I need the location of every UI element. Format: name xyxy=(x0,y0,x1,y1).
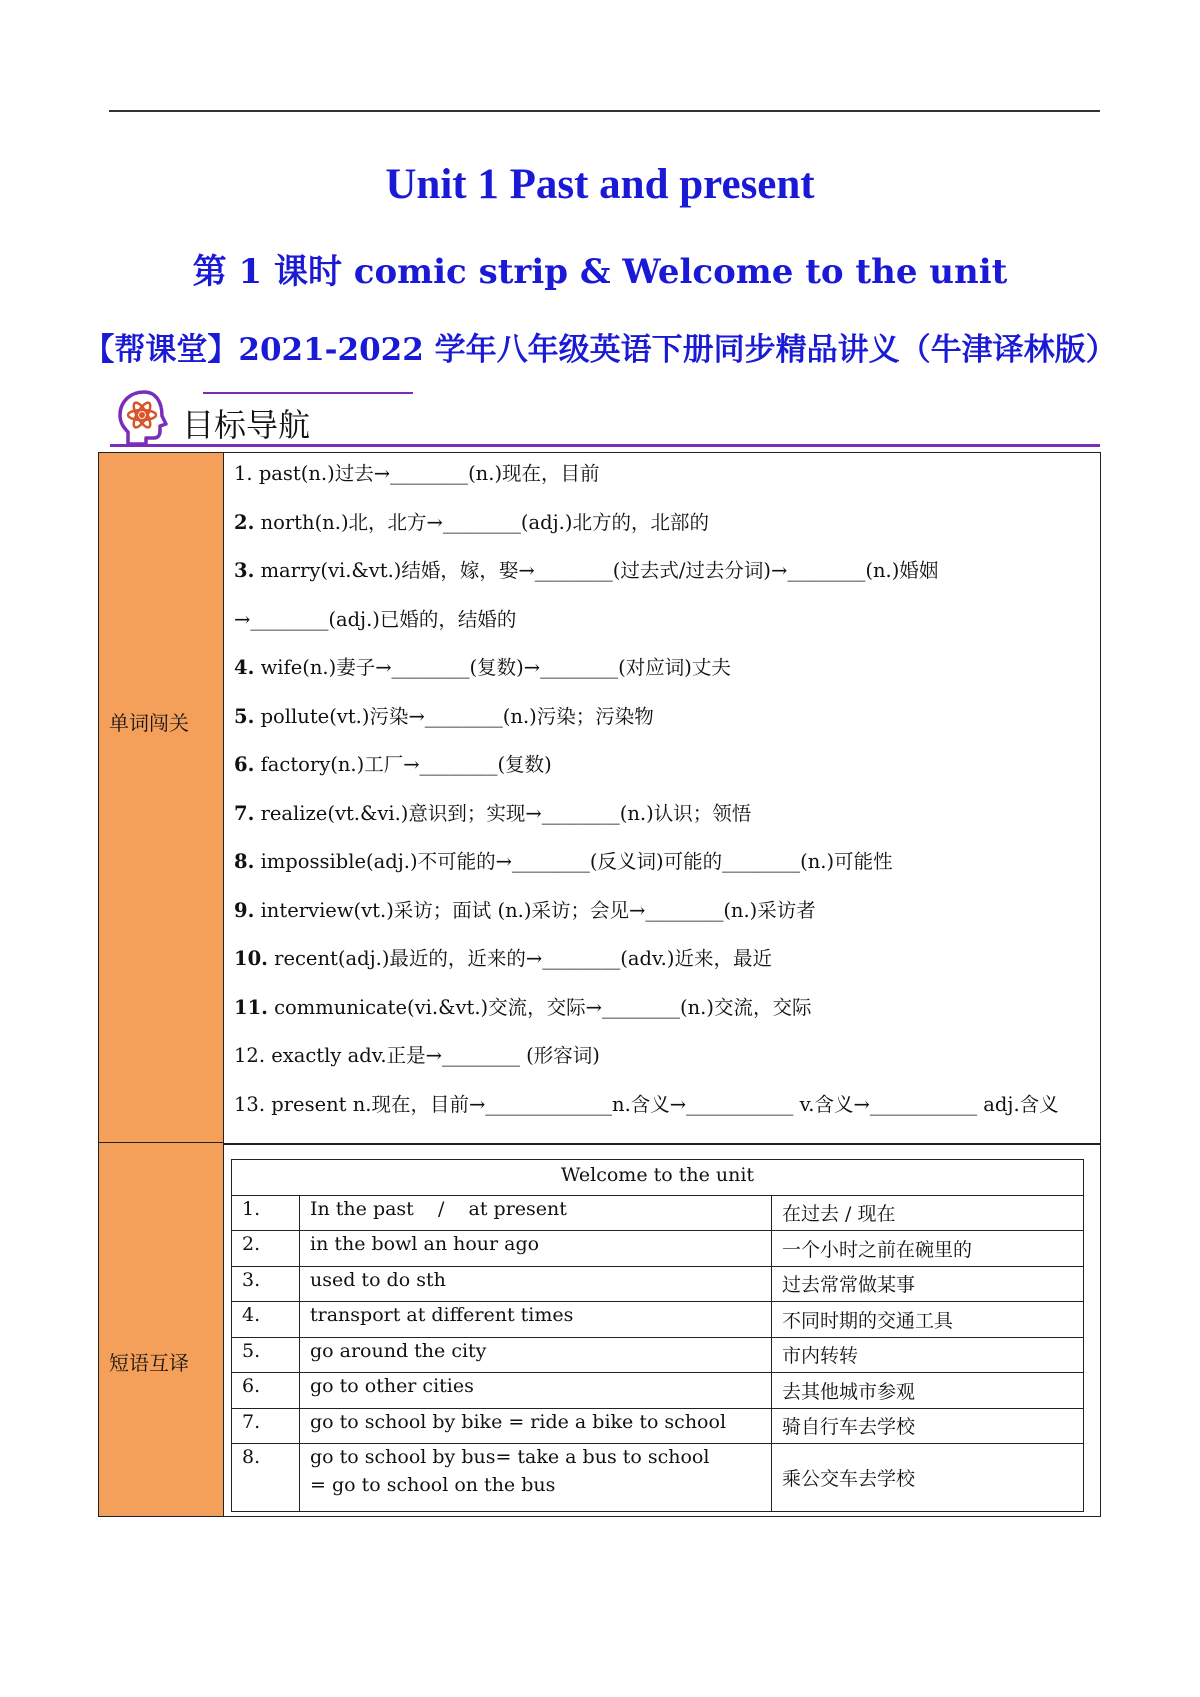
phrase-side-label xyxy=(99,1143,224,1516)
phrase-table xyxy=(231,1159,1084,1512)
row-english: go around the city xyxy=(300,1337,772,1373)
vocab-num: 5. xyxy=(234,704,255,728)
vocab-item xyxy=(234,702,1094,751)
table-row xyxy=(232,1231,1084,1267)
vocab-item xyxy=(234,556,1094,605)
vocab-text: recent(adj.)最近的，近来的→________(adv.)近来，最近 xyxy=(274,947,772,970)
top-rule xyxy=(109,110,1100,112)
vocab-list xyxy=(234,459,1094,1138)
vocab-text: present n.现在，目前→_____________n.含义→___________ v.含义→___________ adj.含义 xyxy=(271,1092,1059,1116)
row-num: 6. xyxy=(232,1373,300,1409)
row-chinese: 过去常常做某事 xyxy=(772,1266,1084,1302)
section-title: 目标导航 xyxy=(182,406,311,444)
row-english-line: = go to school on the bus xyxy=(310,1474,556,1496)
vocab-item xyxy=(234,1041,1094,1090)
lesson-subtitle: 第 1 课时 comic strip & Welcome to the unit xyxy=(192,252,1008,292)
row-chinese: 在过去 / 现在 xyxy=(772,1195,1084,1231)
row-chinese: 去其他城市参观 xyxy=(772,1373,1084,1409)
row-chinese: 骑自行车去学校 xyxy=(772,1408,1084,1444)
table-row xyxy=(232,1337,1084,1373)
vocab-item xyxy=(234,508,1094,557)
vocab-num: 8. xyxy=(234,850,255,873)
vocab-item xyxy=(234,1090,1094,1139)
vocab-num: 10. xyxy=(234,947,268,970)
row-num: 4. xyxy=(232,1302,300,1338)
vocab-num: 7. xyxy=(234,801,255,825)
vocab-item xyxy=(234,799,1094,848)
table-header-row xyxy=(232,1160,1084,1196)
row-english xyxy=(300,1444,772,1512)
vocab-item xyxy=(234,993,1094,1042)
row-chinese: 一个小时之前在碗里的 xyxy=(772,1231,1084,1267)
section-rule xyxy=(110,444,1100,447)
vocab-num: 2. xyxy=(234,510,255,534)
section-header xyxy=(110,382,1100,450)
table-row xyxy=(232,1444,1084,1512)
row-english: transport at different times xyxy=(300,1302,772,1338)
table-row xyxy=(232,1302,1084,1338)
row-english: go to other cities xyxy=(300,1373,772,1409)
vocab-item xyxy=(234,605,1094,654)
vocab-item xyxy=(234,896,1094,945)
row-english: used to do sth xyxy=(300,1266,772,1302)
vocab-text: north(n.)北，北方→________(adj.)北方的，北部的 xyxy=(260,510,709,534)
vocab-num: 3. xyxy=(234,559,255,582)
vocab-side-label xyxy=(99,453,224,1143)
brain-atom-icon xyxy=(114,388,174,448)
series-title: 【帮课堂】2021-2022 学年八年级英语下册同步精品讲义（牛津译林版） xyxy=(83,332,1117,368)
vocab-num: 6. xyxy=(234,753,255,776)
vocab-text: interview(vt.)采访；面试 (n.)采访；会见→________(n.)采访者 xyxy=(260,898,816,922)
row-english: In the past / at present xyxy=(300,1195,772,1231)
vocab-num: 12. xyxy=(234,1044,266,1067)
vocab-num: 11. xyxy=(234,995,268,1019)
row-num: 5. xyxy=(232,1337,300,1373)
vocab-text: realize(vt.&vi.)意识到；实现→________(n.)认识；领悟 xyxy=(260,801,752,825)
vocab-item xyxy=(234,750,1094,799)
vocab-text: communicate(vi.&vt.)交流，交际→________(n.)交流，交际 xyxy=(274,995,812,1019)
row-english-line: go to school by bus= take a bus to school xyxy=(310,1446,710,1468)
vocab-label: 单词闯关 xyxy=(109,711,189,735)
content-frame xyxy=(98,452,1101,1517)
vocab-num: 4. xyxy=(234,656,255,679)
section-decoration-line xyxy=(203,392,413,394)
vocab-num: 13. xyxy=(234,1092,266,1116)
row-num: 8. xyxy=(232,1444,300,1512)
vocab-text: past(n.)过去→________(n.)现在，目前 xyxy=(258,462,600,485)
row-num: 2. xyxy=(232,1231,300,1267)
row-chinese: 不同时期的交通工具 xyxy=(772,1302,1084,1338)
vocab-divider xyxy=(224,1143,1100,1145)
vocab-text: pollute(vt.)污染→________(n.)污染；污染物 xyxy=(260,704,654,728)
vocab-text: exactly adv.正是→________ (形容词) xyxy=(271,1044,600,1067)
unit-title: Unit 1 Past and present xyxy=(385,161,815,208)
table-row xyxy=(232,1266,1084,1302)
vocab-item xyxy=(234,847,1094,896)
table-row xyxy=(232,1195,1084,1231)
vocab-text: impossible(adj.)不可能的→________(反义词)可能的________(n.)可能性 xyxy=(260,850,893,873)
phrase-label: 短语互译 xyxy=(109,1351,189,1375)
row-num: 1. xyxy=(232,1195,300,1231)
row-chinese: 乘公交车去学校 xyxy=(772,1444,1084,1512)
row-english: in the bowl an hour ago xyxy=(300,1231,772,1267)
row-english: go to school by bike = ride a bike to school xyxy=(300,1408,772,1444)
table-row xyxy=(232,1408,1084,1444)
vocab-text: →________(adj.)已婚的，结婚的 xyxy=(234,607,517,631)
vocab-item xyxy=(234,653,1094,702)
table-title: Welcome to the unit xyxy=(232,1160,1084,1196)
vocab-item xyxy=(234,944,1094,993)
table-row xyxy=(232,1373,1084,1409)
row-num: 7. xyxy=(232,1408,300,1444)
vocab-text: marry(vi.&vt.)结婚，嫁，娶→________(过去式/过去分词)→________(n.)婚姻 xyxy=(260,559,939,582)
vocab-num: 9. xyxy=(234,898,255,922)
row-num: 3. xyxy=(232,1266,300,1302)
vocab-num: 1. xyxy=(234,462,253,485)
vocab-text: wife(n.)妻子→________(复数)→________(对应词)丈夫 xyxy=(260,656,731,679)
vocab-item xyxy=(234,459,1094,508)
vocab-text: factory(n.)工厂→________(复数) xyxy=(260,753,552,776)
row-chinese: 市内转转 xyxy=(772,1337,1084,1373)
